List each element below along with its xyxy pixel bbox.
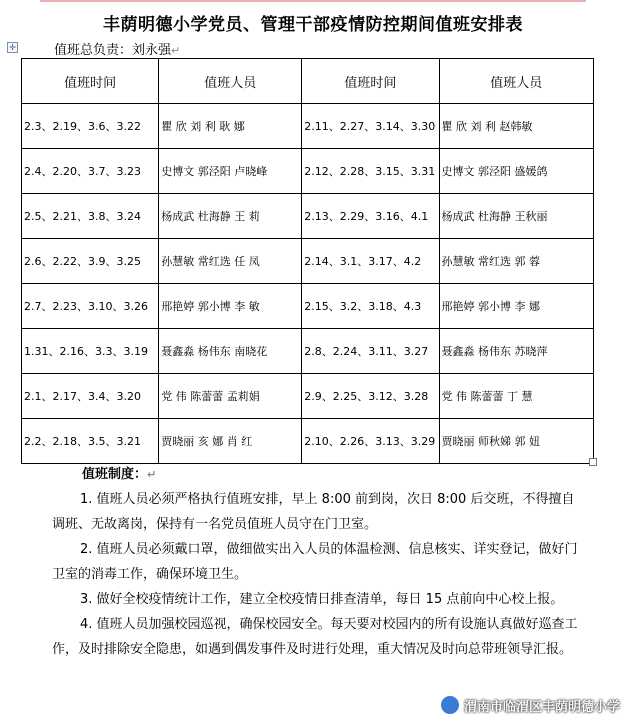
table-header-row — [22, 59, 594, 104]
watermark — [440, 695, 620, 715]
duty-staff-cell: 杨成武 杜海静 王 莉 — [159, 194, 302, 239]
duty-chief-text: 值班总负责：刘永强 — [54, 43, 172, 58]
top-border-line — [40, 0, 586, 2]
duty-staff-cell: 贾晓丽 亥 娜 肖 红 — [159, 419, 302, 464]
table-row — [22, 374, 594, 419]
duty-staff-cell: 史博文 郭泾阳 盛媛鸽 — [439, 149, 593, 194]
table-row — [22, 284, 594, 329]
table-row — [22, 194, 594, 239]
duty-staff-cell: 瞿 欣 刘 利 赵韩敏 — [439, 104, 593, 149]
watermark-text: 渭南市临渭区丰荫明德小学 — [463, 699, 620, 715]
duty-staff-cell: 聂鑫淼 杨伟东 苏晓萍 — [439, 329, 593, 374]
duty-staff-cell: 孙慧敏 常红选 郭 蓉 — [439, 239, 593, 284]
duty-time-cell: 2.5、2.21、3.8、3.24 — [22, 194, 159, 239]
duty-rules — [52, 462, 582, 662]
table-move-handle-icon[interactable]: ✛ — [7, 42, 18, 53]
table-row — [22, 104, 594, 149]
duty-time-cell: 2.6、2.22、3.9、3.25 — [22, 239, 159, 284]
duty-time-cell: 2.14、3.1、3.17、4.2 — [302, 239, 439, 284]
header-cell: 值班时间 — [302, 59, 439, 104]
wechat-logo-icon — [440, 695, 460, 715]
rule-item: 4. 值班人员加强校园巡视，确保校园安全。每天要对校园内的所有设施认真做好巡查工作，及时排除安全隐患，如遇到偶发事件及时进行处理，重大情况及时向总带班领导汇报。 — [52, 617, 578, 657]
rule-item: 1. 值班人员必须严格执行值班安排，早上 8:00 前到岗，次日 8:00 后交班，不得擅自调班、无故离岗，保持有一名党员值班人员守在门卫室。 — [52, 492, 575, 532]
duty-time-cell: 2.9、2.25、3.12、3.28 — [302, 374, 439, 419]
header-cell: 值班人员 — [439, 59, 593, 104]
duty-staff-cell: 瞿 欣 刘 利 耿 娜 — [159, 104, 302, 149]
rule-item: 3. 做好全校疫情统计工作，建立全校疫情日排查清单，每日 15 点前向中心校上报。 — [80, 592, 564, 607]
duty-time-cell: 1.31、2.16、3.3、3.19 — [22, 329, 159, 374]
duty-staff-cell: 孙慧敏 常红选 任 凤 — [159, 239, 302, 284]
duty-table — [21, 58, 594, 464]
duty-time-cell: 2.2、2.18、3.5、3.21 — [22, 419, 159, 464]
duty-staff-cell: 贾晓丽 师秋娣 郭 妞 — [439, 419, 593, 464]
duty-time-cell: 2.11、2.27、3.14、3.30 — [302, 104, 439, 149]
duty-time-cell: 2.7、2.23、3.10、3.26 — [22, 284, 159, 329]
page-title: 丰荫明德小学党员、管理干部疫情防控期间值班安排表 — [103, 15, 523, 35]
table-row — [22, 239, 594, 284]
duty-staff-cell: 史博文 郭泾阳 卢晓峰 — [159, 149, 302, 194]
rules-heading: 值班制度：↵ — [82, 467, 157, 482]
duty-staff-cell: 聂鑫淼 杨伟东 南晓花 — [159, 329, 302, 374]
duty-staff-cell: 邢艳婷 郭小博 李 娜 — [439, 284, 593, 329]
table-row — [22, 149, 594, 194]
duty-time-cell: 2.4、2.20、3.7、3.23 — [22, 149, 159, 194]
header-cell: 值班时间 — [22, 59, 159, 104]
rule-item: 2. 值班人员必须戴口罩，做细做实出入人员的体温检测、信息核实、详实登记，做好门卫室的消毒工作，确保环境卫生。 — [52, 542, 578, 582]
duty-time-cell: 2.10、2.26、3.13、3.29 — [302, 419, 439, 464]
duty-staff-cell: 党 伟 陈蕾蕾 丁 慧 — [439, 374, 593, 419]
duty-chief — [54, 39, 180, 58]
paragraph-mark-icon: ↵ — [171, 44, 181, 57]
duty-time-cell: 2.13、2.29、3.16、4.1 — [302, 194, 439, 239]
duty-staff-cell: 党 伟 陈蕾蕾 孟莉娟 — [159, 374, 302, 419]
table-row — [22, 419, 594, 464]
table-resize-handle[interactable] — [589, 458, 597, 466]
duty-staff-cell: 杨成武 杜海静 王秋丽 — [439, 194, 593, 239]
duty-time-cell: 2.8、2.24、3.11、3.27 — [302, 329, 439, 374]
duty-time-cell: 2.1、2.17、3.4、3.20 — [22, 374, 159, 419]
duty-time-cell: 2.3、2.19、3.6、3.22 — [22, 104, 159, 149]
header-cell: 值班人员 — [159, 59, 302, 104]
duty-staff-cell: 邢艳婷 郭小博 李 敏 — [159, 284, 302, 329]
duty-time-cell: 2.12、2.28、3.15、3.31 — [302, 149, 439, 194]
duty-time-cell: 2.15、3.2、3.18、4.3 — [302, 284, 439, 329]
table-row — [22, 329, 594, 374]
